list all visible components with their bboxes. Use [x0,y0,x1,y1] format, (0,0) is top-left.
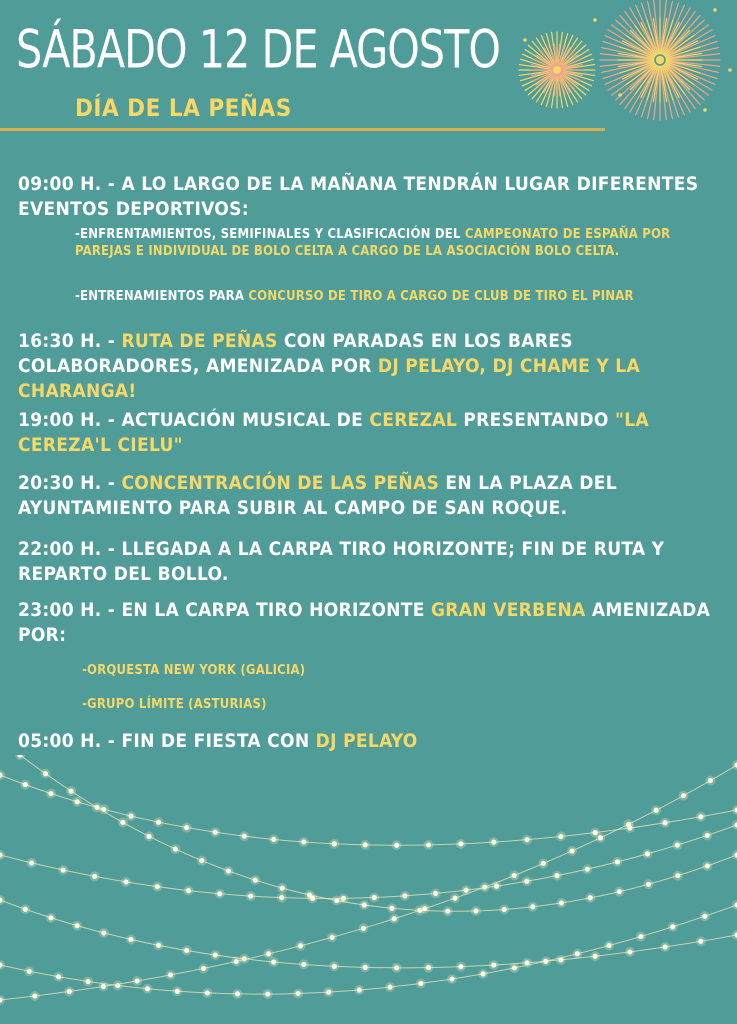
page-title: SÁBADO 12 DE AGOSTO [16,18,500,81]
light-bulb [663,820,668,825]
event-text: PRESENTANDO [457,409,615,431]
light-bulb [645,851,650,856]
light-bulb [271,837,276,842]
light-bulb [332,964,337,969]
light-bulb [235,991,240,996]
event-0900: 09:00 H. - A LO LARGO DE LA MAÑANA TENDRÁN LUGAR DIFERENTES EVENTOS DEPORTIVOS: [18,173,699,220]
detail-text: -ENTRENAMIENTOS PARA [75,289,249,304]
light-bulb [217,891,222,896]
light-bulb [615,859,620,864]
light-bulb [524,837,529,842]
light-bulb [458,964,463,969]
light-bulb [279,895,284,900]
light-bulb [363,842,368,847]
light-bulb [253,878,258,883]
light-bulb [698,814,703,819]
light-bulb [559,900,564,905]
light-bulb [452,896,457,901]
light-bulb [392,916,397,921]
event-highlight: CEREZAL [369,409,458,431]
light-bulb [357,987,362,992]
event-1900 [18,408,723,458]
event-text: 19:00 H. - ACTUACIÓN MUSICAL DE [18,409,370,431]
light-bulb [502,907,507,912]
light-bulb [394,843,399,848]
light-bulb [234,959,239,964]
light-bulb [494,884,499,889]
light-bulb [627,949,632,954]
light-bulb [201,966,206,971]
light-bulb [394,965,399,970]
light-bulb [101,930,106,935]
light-bulb [94,805,99,810]
light-bulb [205,990,210,995]
event-text: EN LA PLAZA DEL AYUNTAMIENTO PARA SUBIR AL CAMPO DE SAN ROQUE. [18,472,617,519]
light-bulb [449,976,454,981]
light-bulb [213,952,218,957]
light-bulb [426,965,431,970]
light-bulb [295,991,300,996]
light-bulb [512,965,517,970]
light-bulb [92,874,97,879]
light-bulb [61,867,66,872]
light-bulb [705,833,710,838]
light-bulb [708,778,713,783]
light-bulb [271,959,276,964]
light-bulb [473,908,478,913]
light-bulb [301,962,306,967]
light-bulb [168,972,173,977]
light-bulb [482,885,487,890]
light-bulb [512,873,517,878]
light-bulb [29,860,34,865]
light-bulb [362,902,367,907]
detail-highlight: CAMPEONATO DE ESPAÑA POR PAREJAS E INDIVIDUAL DE BOLO CELTA A CARGO DE LA ASOCIACIÓN BOLO CELTA. [75,227,671,259]
light-bulb [558,834,563,839]
light-bulb [75,799,80,804]
light-bulb [175,989,180,994]
light-bulb [363,965,368,970]
light-bulb [248,894,253,899]
light-bulb [146,834,151,839]
event-0900-detail-tiro [75,288,725,305]
light-bulb [298,943,303,948]
light-bulb [646,882,651,887]
event-0900-detail-bolo [75,226,725,260]
light-bulb [617,889,622,894]
event-text: 05:00 H. - FIN DE FIESTA CON [18,730,316,752]
light-bulb [69,788,74,793]
light-bulb [675,842,680,847]
event-text: CON PARADAS EN LOS BARES COLABORADORES, AMENIZADA POR [18,330,573,377]
light-bulb [626,822,631,827]
detail-text: -ENFRENTAMIENTOS, SEMIFINALES Y CLASIFICACIÓN DEL [75,227,465,242]
event-highlight: GRAN VERBENA [430,599,586,621]
light-bulb [156,820,161,825]
light-strand [20,755,737,911]
light-bulb [145,986,150,991]
light-bulb [675,873,680,878]
light-bulb [48,915,53,920]
fireworks-icon [515,0,737,130]
light-bulb [156,943,161,948]
event-1630 [18,329,723,404]
light-bulb [341,896,346,901]
light-bulb [27,969,32,974]
light-bulb [173,846,178,851]
light-bulb [698,939,703,944]
light-strand [0,825,737,898]
light-bulb [402,893,407,898]
detail-highlight: CONCURSO DE TIRO A CARGO DE CLUB DE TIRO EL PINAR [248,289,634,304]
light-bulb [213,830,218,835]
light-bulb [199,858,204,863]
light-bulb [463,888,468,893]
light-bulb [242,834,247,839]
event-time: 16:30 H. - [18,330,122,352]
light-bulb [702,914,707,919]
light-bulb [101,984,106,989]
event-highlight: CONCENTRACIÓN DE LAS PEÑAS [121,472,440,494]
light-bulb [638,934,643,939]
light-bulb [530,904,535,909]
light-bulb [433,891,438,896]
light-bulb [422,906,427,911]
light-bulb [575,951,580,956]
event-highlight: RUTA DE PEÑAS [121,330,278,352]
light-bulb [266,951,271,956]
light-bulb [23,782,28,787]
light-bulb [491,962,496,967]
light-bulb [361,926,366,931]
event-text: 23:00 H. - EN LA CARPA TIRO HORIZONTE [18,599,431,621]
band-item: -ORQUESTA NEW YORK (GALICIA) [82,663,306,678]
light-bulb [75,923,80,928]
light-bulb [445,909,450,914]
light-bulb [585,867,590,872]
event-2030 [18,471,723,521]
light-bulb [606,943,611,948]
light-bulb [681,793,686,798]
light-bulb [663,944,668,949]
band-item: -GRUPO LÍMITE (ASTURIAS) [82,697,267,712]
light-bulb [541,861,546,866]
light-bulb [310,896,315,901]
light-bulb [705,863,710,868]
light-bulb [491,840,496,845]
light-bulb [43,771,48,776]
light-bulb [326,990,331,995]
light-bulb [426,842,431,847]
light-bulb [569,848,574,853]
light-bulb [128,814,133,819]
event-0500 [18,729,723,754]
light-bulb [56,974,61,979]
light-bulb [372,895,377,900]
light-bulb [135,978,140,983]
light-strand [0,900,737,968]
event-highlight: "LA CEREZA'L CIELU" [18,409,649,456]
light-bulb [23,907,28,912]
string-lights-decoration [0,755,737,1024]
light-bulb [598,835,603,840]
light-bulb [155,884,160,889]
light-bulb [301,839,306,844]
light-bulb [85,979,90,984]
light-bulb [184,948,189,953]
light-bulb [543,959,548,964]
light-bulb [418,981,423,986]
light-bulb [128,937,133,942]
light-bulb [458,841,463,846]
light-bulb [389,906,394,911]
light-bulb [67,989,72,994]
event-2200: 22:00 H. - LLEGADA A LA CARPA TIRO HORIZONTE; FIN DE RUTA Y REPARTO DEL BOLLO. [18,538,665,585]
light-bulb [554,873,559,878]
event-highlight: DJ PELAYO [315,730,418,752]
light-bulb [184,825,189,830]
page-subtitle: DÍA DE LA PEÑAS [75,94,292,122]
light-bulb [670,924,675,929]
light-bulb [226,868,231,873]
light-bulb [593,954,598,959]
light-bulb [120,820,125,825]
light-bulb [387,985,392,990]
light-bulb [280,886,285,891]
light-bulb [265,991,270,996]
event-text: AMENIZADA POR: [18,599,711,646]
light-bulb [654,808,659,813]
light-bulb [123,879,128,884]
light-bulb [330,935,335,940]
light-bulb [32,993,37,998]
light-bulb [186,888,191,893]
light-strand [0,775,737,845]
light-bulb [48,791,53,796]
event-time: 20:30 H. - [18,472,122,494]
light-bulb [524,879,529,884]
light-bulb [588,895,593,900]
light-bulb [481,971,486,976]
light-bulb [332,841,337,846]
event-highlight: DJ PELAYO, DJ CHAME Y LA CHARANGA! [18,355,641,402]
event-2300 [18,598,723,648]
